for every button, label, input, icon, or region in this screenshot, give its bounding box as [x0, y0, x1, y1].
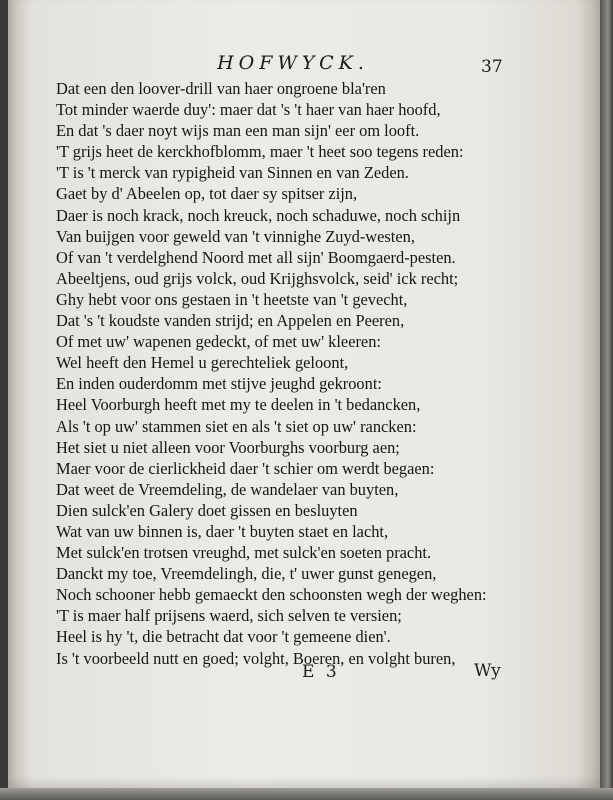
text-line: 'T is maer half prijsens waerd, sich selven te versien; [56, 606, 402, 626]
text-line: Of met uw' wapenen gedeckt, of met uw' kleeren: [56, 332, 381, 352]
running-title: HOFWYCK. [217, 52, 369, 74]
text-line: Of van 't verdelghend Noord met all sijn' Boomgaerd-pesten. [56, 247, 456, 267]
text-line: Maer voor de cierlickheid daer 't schier om werdt begaen: [56, 458, 435, 478]
text-line: Dat 's 't koudste vanden strijd; en Appelen en Peeren, [56, 311, 405, 331]
text-line: Ghy hebt voor ons gestaen in 't heetste van 't gevecht, [56, 289, 408, 309]
text-line: Tot minder waerde duy': maer dat 's 't haer van haer hoofd, [56, 100, 441, 120]
text-line: Wat van uw binnen is, daer 't buyten staet en lacht, [56, 521, 389, 541]
text-line: Dien sulck'en Galery doet gissen en besluyten [56, 500, 358, 520]
text-line: Gaet by d' Abeelen op, tot daer sy spitser zijn, [56, 184, 358, 204]
text-line: Dat weet de Vreemdeling, de wandelaer van buyten, [56, 479, 399, 499]
text-line: Van buijgen voor geweld van 't vinnighe Zuyd-westen, [56, 226, 415, 246]
text-line: Dat een den loover-drill van haer ongroene bla'ren [56, 79, 386, 98]
poem-text [56, 78, 526, 669]
text-line: Als 't op uw' stammen siet en als 't siet op uw' rancken: [56, 416, 417, 436]
text-line: Heel Voorburgh heeft met my te deelen in 't bedancken, [56, 395, 421, 415]
text-line: En inden ouderdomm met stijve jeughd gekroont: [56, 374, 382, 394]
page-bottom-edge [0, 788, 613, 800]
book-edge [600, 0, 613, 800]
text-line: Danckt my toe, Vreemdelingh, die, t' uwer gunst genegen, [56, 564, 437, 584]
text-line: En dat 's daer noyt wijs man een man sijn' eer om looft. [56, 121, 420, 141]
text-line: Het siet u niet alleen voor Voorburghs voorburg aen; [56, 437, 400, 457]
text-line: 'T grijs heet de kerckhofblomm, maer 't heet soo tegens reden: [56, 142, 464, 162]
text-line: Daer is noch krack, noch kreuck, noch schaduwe, noch schijn [56, 205, 461, 225]
text-line: Heel is hy 't, die betracht dat voor 't gemeene dien'. [56, 627, 391, 647]
text-line: Met sulck'en trotsen vreughd, met sulck'en soeten pracht. [56, 543, 432, 563]
catchword: Wy [474, 661, 501, 681]
text-line: Wel heeft den Hemel u gerechteliek geloont, [56, 353, 349, 373]
signature-mark: E 3 [302, 662, 340, 682]
text-line: 'T is 't merck van rypigheid van Sinnen en van Zeden. [56, 163, 409, 183]
page-number: 37 [481, 57, 503, 77]
text-line: Is 't voorbeeld nutt en goed; volght, Boeren, en volght buren, [56, 648, 456, 668]
text-line: Noch schooner hebb gemaeckt den schoonsten wegh der weghen: [56, 585, 487, 605]
text-line: Abeeltjens, oud grijs volck, oud Krijghsvolck, seid' ick recht; [56, 268, 459, 288]
paper-page [8, 0, 600, 790]
